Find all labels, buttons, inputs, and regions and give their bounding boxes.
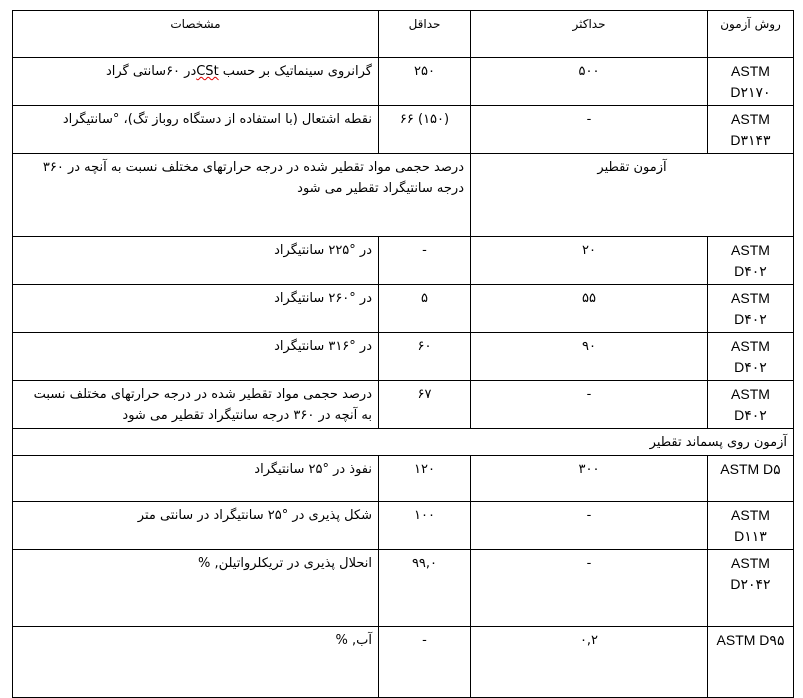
table-row [13, 456, 794, 502]
spec-cell: انحلال پذیری در تریکلرواتیلن, % [13, 550, 379, 627]
table-row [13, 58, 794, 106]
min-cell: ۹۹,۰ [379, 550, 471, 627]
min-cell: ۶۰ [379, 333, 471, 381]
residue-section-row [13, 429, 794, 456]
method-cell: ASTM D۴۰۲ [708, 333, 794, 381]
spec-unit: CSt [196, 64, 219, 79]
table-row [13, 285, 794, 333]
max-cell: - [471, 106, 708, 154]
table-row [13, 333, 794, 381]
min-cell: (۱۵۰) ۶۶ [379, 106, 471, 154]
max-cell: - [471, 550, 708, 627]
table-row [13, 381, 794, 429]
method-cell: ASTM D۴۰۲ [708, 285, 794, 333]
spec-cell [13, 58, 379, 106]
spec-cell: در °۲۶۰ سانتیگراد [13, 285, 379, 333]
min-cell: ۱۰۰ [379, 502, 471, 550]
spec-cell: آب, % [13, 627, 379, 698]
method-cell: ASTM D۲۰۴۲ [708, 550, 794, 627]
table-row [13, 502, 794, 550]
min-cell: - [379, 237, 471, 285]
max-cell: - [471, 381, 708, 429]
header-max: حداکثر [471, 11, 708, 58]
distillation-header-row [13, 154, 794, 237]
max-cell: ۳۰۰ [471, 456, 708, 502]
specification-table [12, 10, 794, 698]
max-cell: ۰,۲ [471, 627, 708, 698]
max-cell: ۹۰ [471, 333, 708, 381]
max-cell: ۵۵ [471, 285, 708, 333]
residue-section-title: آزمون روی پسماند تقطیر [13, 429, 794, 456]
method-cell: ASTM D۹۵ [708, 627, 794, 698]
distillation-spec-text: درصد حجمی مواد تقطیر شده در درجه حرارتهای مختلف نسبت به آنچه در ۳۶۰ درجه سانتیگراد تقطیر می شود [13, 154, 471, 237]
spec-text-pre: گرانروی سینماتیک بر حسب [218, 64, 372, 79]
method-cell: ASTM D۴۰۲ [708, 237, 794, 285]
table-row [13, 627, 794, 698]
table-row [13, 106, 794, 154]
header-method: روش آزمون [708, 11, 794, 58]
method-cell: ASTM D۱۱۳ [708, 502, 794, 550]
min-cell: ۱۲۰ [379, 456, 471, 502]
spec-cell: نقطه اشتعال (با استفاده از دستگاه روباز تگ)، °سانتیگراد [13, 106, 379, 154]
min-cell: - [379, 627, 471, 698]
min-cell: ۶۷ [379, 381, 471, 429]
table-header-row [13, 11, 794, 58]
spec-cell: در °۲۲۵ سانتیگراد [13, 237, 379, 285]
spec-cell: نفوذ در °۲۵ سانتیگراد [13, 456, 379, 502]
method-cell: ASTM D۴۰۲ [708, 381, 794, 429]
method-cell: ASTM D۲۱۷۰ [708, 58, 794, 106]
header-spec: مشخصات [13, 11, 379, 58]
spec-cell: شکل پذیری در °۲۵ سانتیگراد در سانتی متر [13, 502, 379, 550]
max-cell: ۲۰ [471, 237, 708, 285]
min-cell: ۵ [379, 285, 471, 333]
spec-cell: درصد حجمی مواد تقطیر شده در درجه حرارتهای مختلف نسبت به آنچه در ۳۶۰ درجه سانتیگراد تقطیر می شود [13, 381, 379, 429]
min-cell: ۲۵۰ [379, 58, 471, 106]
distillation-test-label: آزمون تقطیر [471, 154, 794, 237]
method-cell: ASTM D۳۱۴۳ [708, 106, 794, 154]
header-min: حداقل [379, 11, 471, 58]
method-cell: ASTM D۵ [708, 456, 794, 502]
table-row [13, 550, 794, 627]
spec-cell: در °۳۱۶ سانتیگراد [13, 333, 379, 381]
table-row [13, 237, 794, 285]
max-cell: ۵۰۰ [471, 58, 708, 106]
spec-text-post: در ۶۰سانتی گراد [105, 64, 197, 79]
max-cell: - [471, 502, 708, 550]
